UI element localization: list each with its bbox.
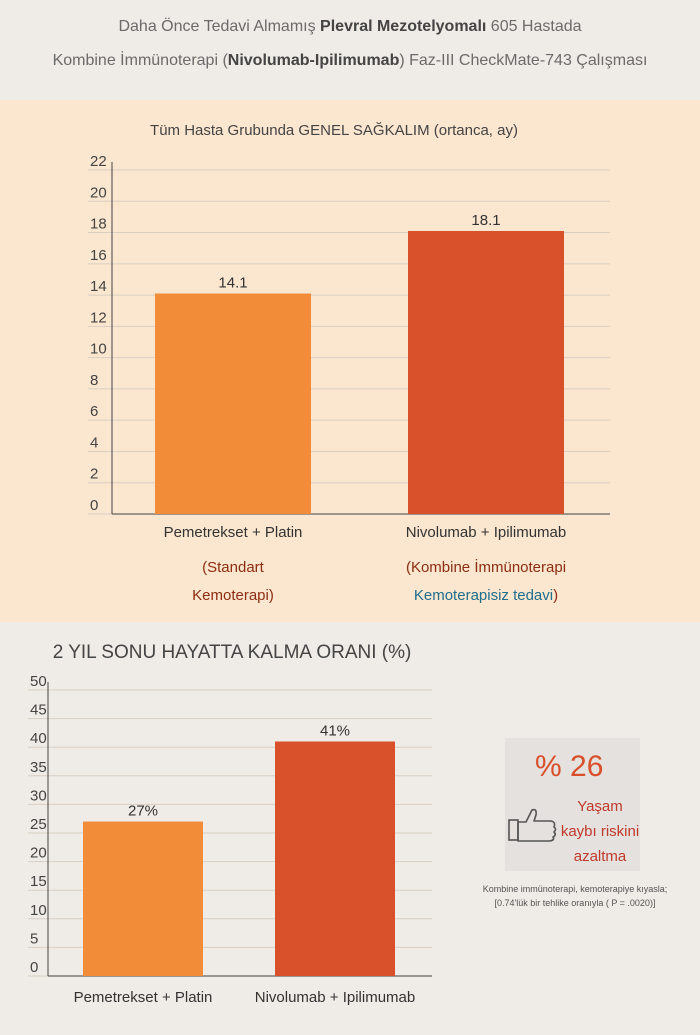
y-tick-label: 40 [30, 730, 47, 748]
header-line-1 [0, 18, 700, 36]
bar-chemo [155, 294, 311, 514]
header-line-2 [0, 52, 700, 70]
bar-chemo [83, 822, 203, 976]
bar-value-label: 27% [127, 802, 159, 820]
bar-value-label: 14.1 [218, 274, 248, 292]
chemo-subtitle-line1: (Standart [202, 559, 264, 576]
y-tick-label: 18 [90, 215, 107, 233]
y-tick-label: 35 [30, 758, 47, 776]
bar-immuno [275, 741, 395, 976]
chemo-subtitle-line2: Kemoterapi) [192, 587, 274, 604]
bar-value-label: 41% [319, 722, 351, 740]
chart2-category-chemo: Pemetrekset + Platin [73, 989, 213, 1006]
risk-reduction-line1: Yaşam [577, 798, 623, 815]
y-tick-label: 14 [90, 278, 107, 296]
header-line1-post: 605 Hastada [486, 18, 582, 35]
y-tick-label: 25 [30, 816, 47, 833]
immuno-subtitle-line2 [414, 587, 558, 604]
chart1-title: Tüm Hasta Grubunda GENEL SAĞKALIM (ortanca, ay) [150, 122, 518, 139]
y-tick-label: 50 [30, 673, 47, 690]
bar-immuno [408, 231, 564, 514]
y-tick-label: 20 [30, 844, 47, 862]
risk-reduction-line3: azaltma [573, 848, 627, 865]
y-tick-label: 12 [90, 309, 107, 327]
header-line1-pre: Daha Önce Tedavi Almamış [118, 18, 321, 35]
note-line2: [0.74'lük bir tehlike oranıyla ( P = .0020)] [494, 898, 656, 908]
hazard-ratio-note [470, 882, 680, 910]
y-tick-label: 5 [30, 930, 39, 948]
header-line2-post: ) Faz-III CheckMate-743 Çalışması [399, 52, 648, 69]
header-line2-bold: Nivolumab-Ipilimumab [227, 52, 400, 69]
chart2-title: 2 YIL SONU HAYATTA KALMA ORANI (%) [52, 642, 412, 663]
y-tick-label: 15 [30, 873, 47, 891]
y-tick-label: 0 [90, 497, 99, 514]
chart2-category-immuno: Nivolumab + Ipilimumab [254, 989, 416, 1006]
risk-reduction-text [560, 794, 640, 869]
chart1-category-immuno: Nivolumab + Ipilimumab [405, 524, 567, 541]
y-tick-label: 16 [90, 246, 107, 264]
header-line1-bold: Plevral Mezotelyomalı [320, 18, 487, 35]
y-tick-label: 4 [90, 434, 99, 452]
chart1-category-chemo: Pemetrekset + Platin [163, 524, 303, 541]
immuno-subtitle-line2-teal: Kemoterapisiz tedavi [413, 587, 554, 604]
immuno-subtitle-line1: (Kombine İmmünoterapi [405, 559, 567, 576]
immuno-subtitle-line2-paren: ) [553, 587, 559, 604]
y-tick-label: 10 [90, 340, 107, 358]
bar-value-label: 18.1 [471, 211, 501, 229]
header [0, 0, 700, 100]
overall-survival-chart [0, 100, 700, 622]
y-tick-label: 8 [90, 371, 99, 389]
note-line1: Kombine immünoterapi, kemoterapiye kıyasla; [482, 884, 668, 894]
y-tick-label: 22 [90, 153, 107, 170]
y-tick-label: 0 [30, 959, 39, 976]
risk-reduction-callout [505, 738, 640, 871]
risk-reduction-percent: % 26 [535, 750, 604, 783]
header-line2-pre: Kombine İmmünoterapi ( [52, 52, 228, 69]
y-tick-label: 10 [30, 901, 47, 919]
y-tick-label: 2 [90, 465, 99, 483]
y-tick-label: 45 [30, 701, 47, 719]
y-tick-label: 20 [90, 184, 107, 202]
risk-reduction-line2: kaybı riskini [560, 823, 640, 840]
thumbs-up-icon [507, 806, 559, 846]
y-tick-label: 30 [30, 787, 47, 805]
y-tick-label: 6 [90, 403, 99, 421]
overall-survival-panel [0, 100, 700, 622]
